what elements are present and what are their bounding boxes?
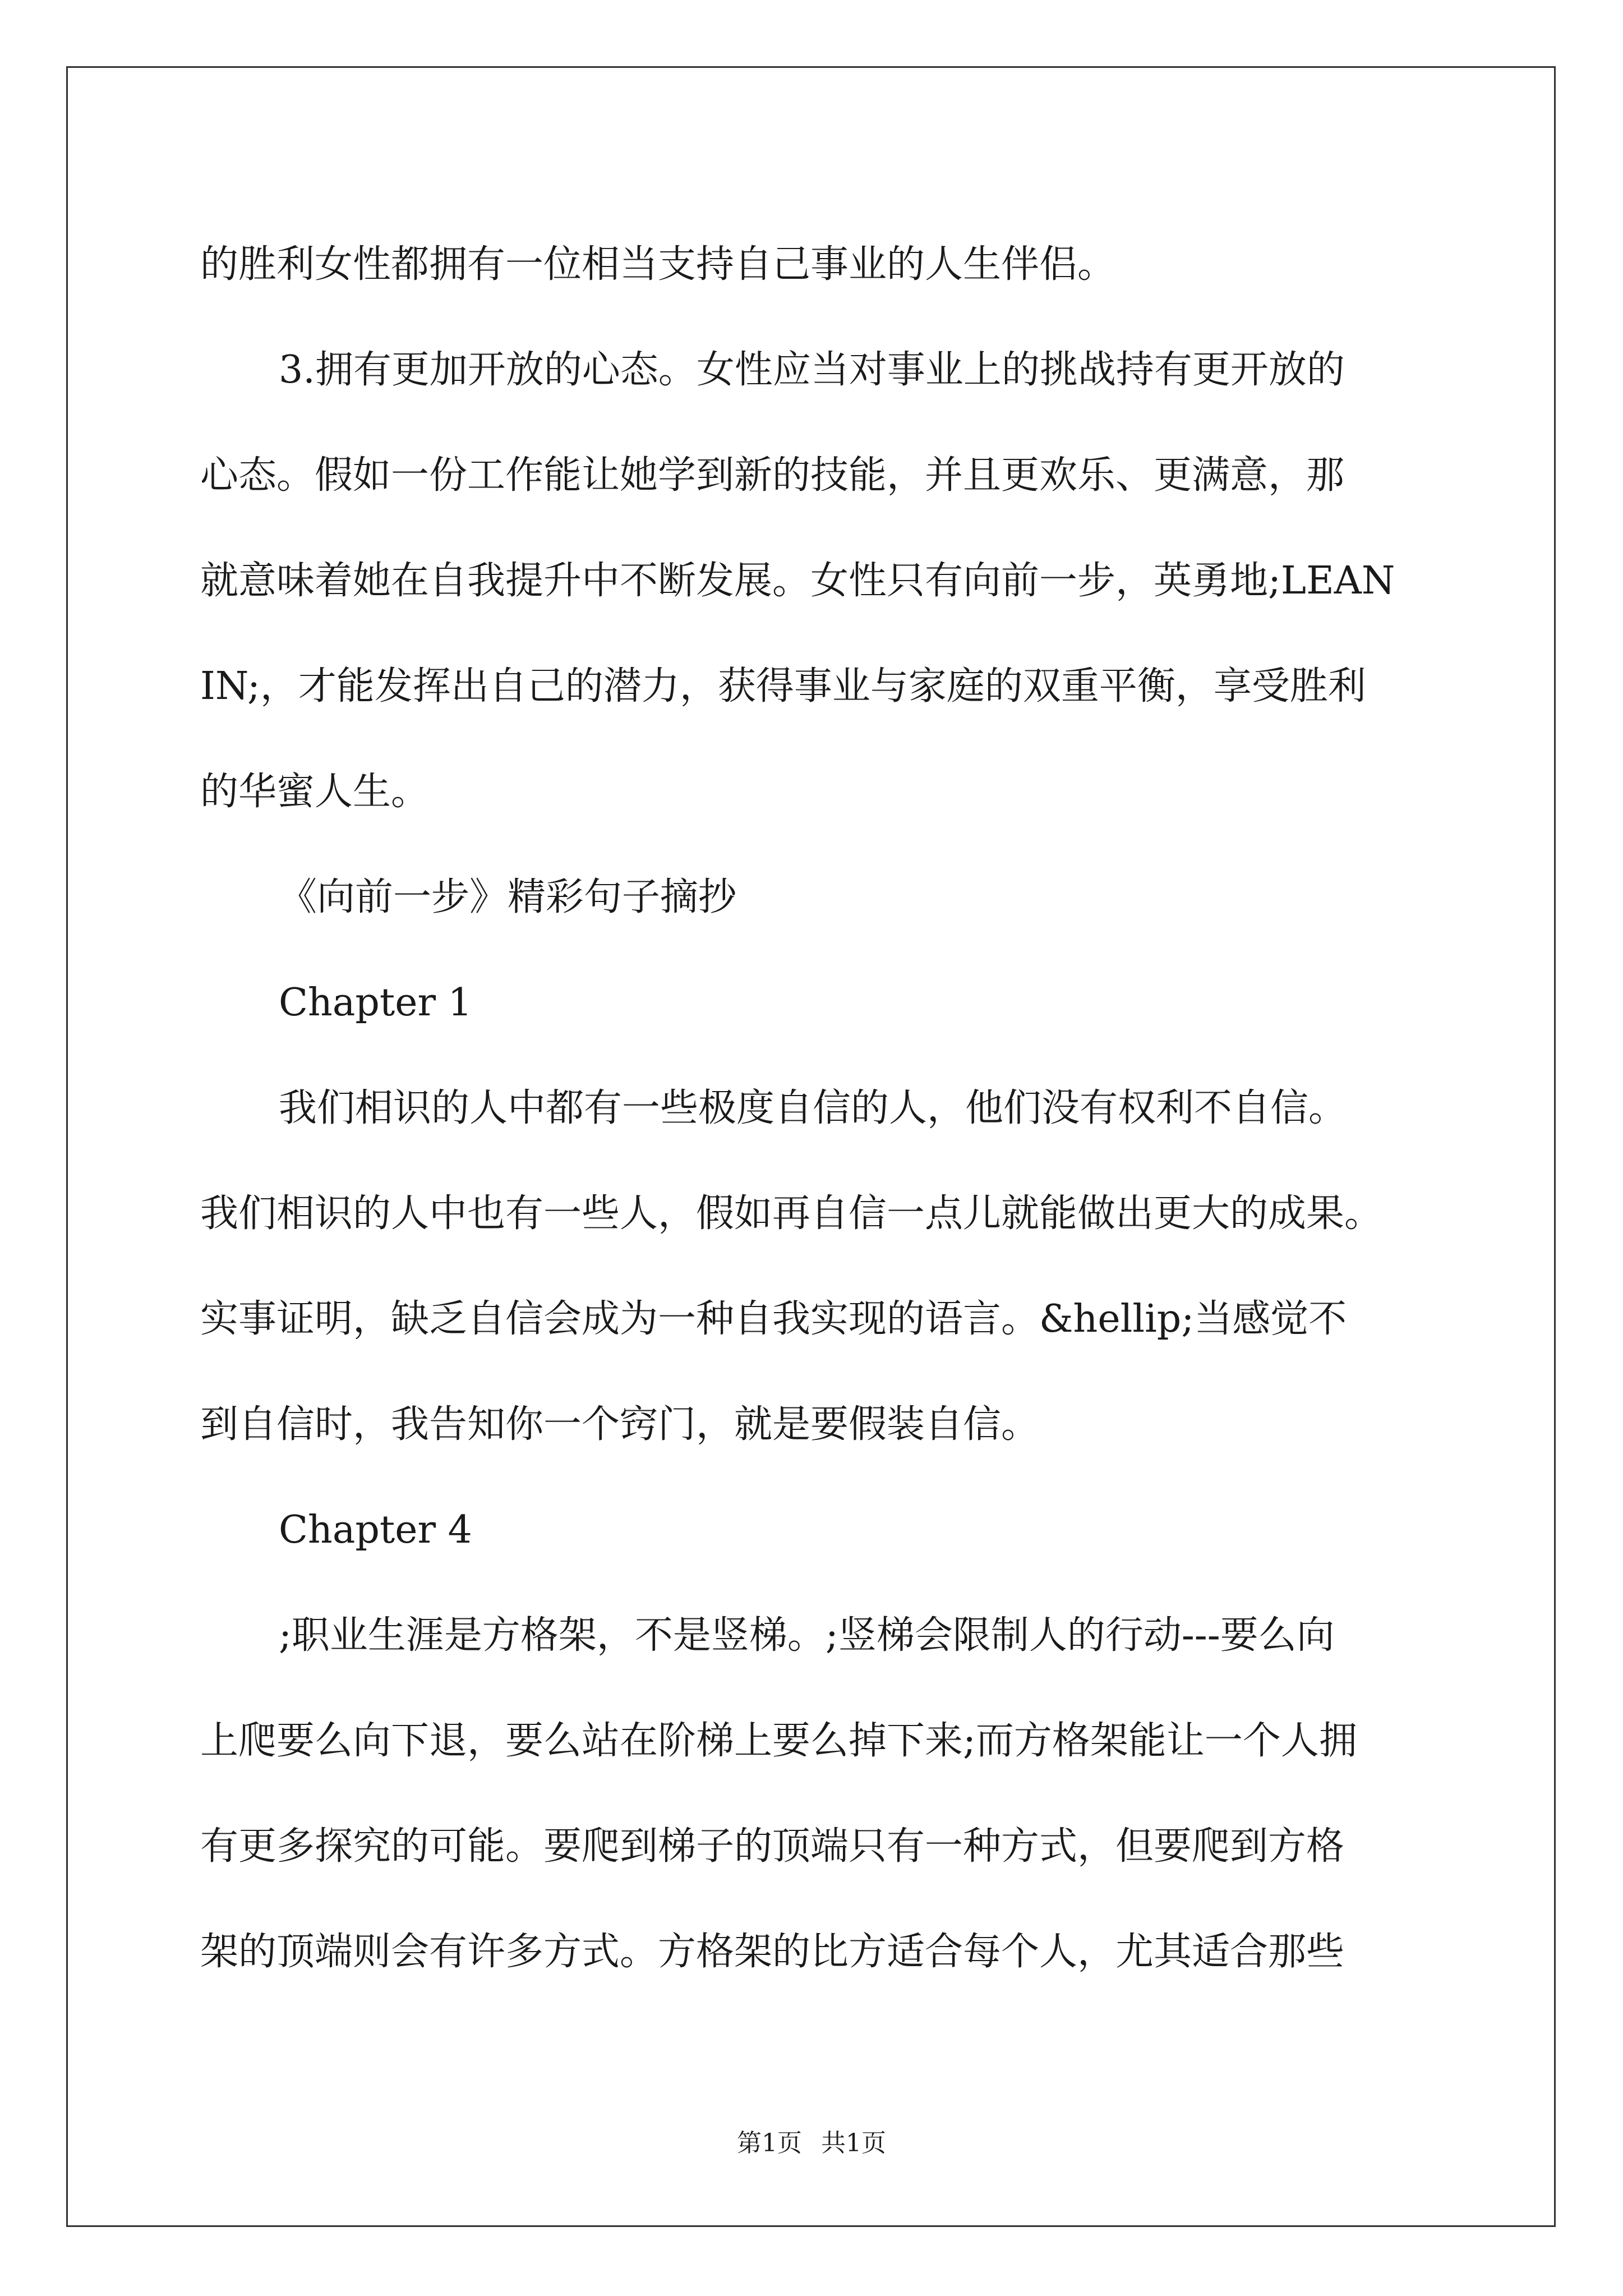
text-line: 有更多探究的可能。要爬到梯子的顶端只有一种方式，但要爬到方格 [200, 1824, 1345, 1869]
section-heading: 《向前一步》精彩句子摘抄 [279, 875, 737, 919]
text-line: 架的顶端则会有许多方式。方格架的比方适合每个人，尤其适合那些 [200, 1930, 1345, 1974]
text-line: 就意味着她在自我提升中不断发展。女性只有向前一步，英勇地;LEAN [200, 559, 1395, 603]
text-line: 的华蜜人生。 [200, 770, 430, 814]
text-line: IN;，才能发挥出自己的潜力，获得事业与家庭的双重平衡，享受胜利 [200, 664, 1366, 708]
chapter-heading: Chapter 4 [279, 1508, 472, 1552]
text-line: 的胜利女性都拥有一位相当支持自己事业的人生伴侣。 [200, 242, 1116, 287]
page-total: 共1页 [821, 2129, 886, 2157]
chapter-heading: Chapter 1 [279, 981, 472, 1025]
text-line: 到自信时，我告知你一个窍门，就是要假装自信。 [200, 1402, 1040, 1447]
page-number: 第1页 [737, 2129, 802, 2157]
text-line: 上爬要么向下退，要么站在阶梯上要么掉下来;而方格架能让一个人拥 [200, 1719, 1357, 1763]
text-line: 3.拥有更加开放的心态。女性应当对事业上的挑战持有更开放的 [279, 348, 1345, 392]
text-line: 心态。假如一份工作能让她学到新的技能，并且更欢乐、更满意，那 [200, 453, 1345, 498]
text-line: 我们相识的人中也有一些人，假如再自信一点儿就能做出更大的成果。 [200, 1191, 1383, 1236]
page-footer [0, 2123, 1623, 2159]
text-line: 我们相识的人中都有一些极度自信的人，他们没有权利不自信。 [279, 1086, 1347, 1130]
document-body [200, 212, 1434, 2005]
text-line: 实事证明，缺乏自信会成为一种自我实现的语言。&hellip;当感觉不 [200, 1297, 1347, 1341]
text-line: ;职业生涯是方格架，不是竖梯。;竖梯会限制人的行动---要么向 [279, 1613, 1335, 1658]
